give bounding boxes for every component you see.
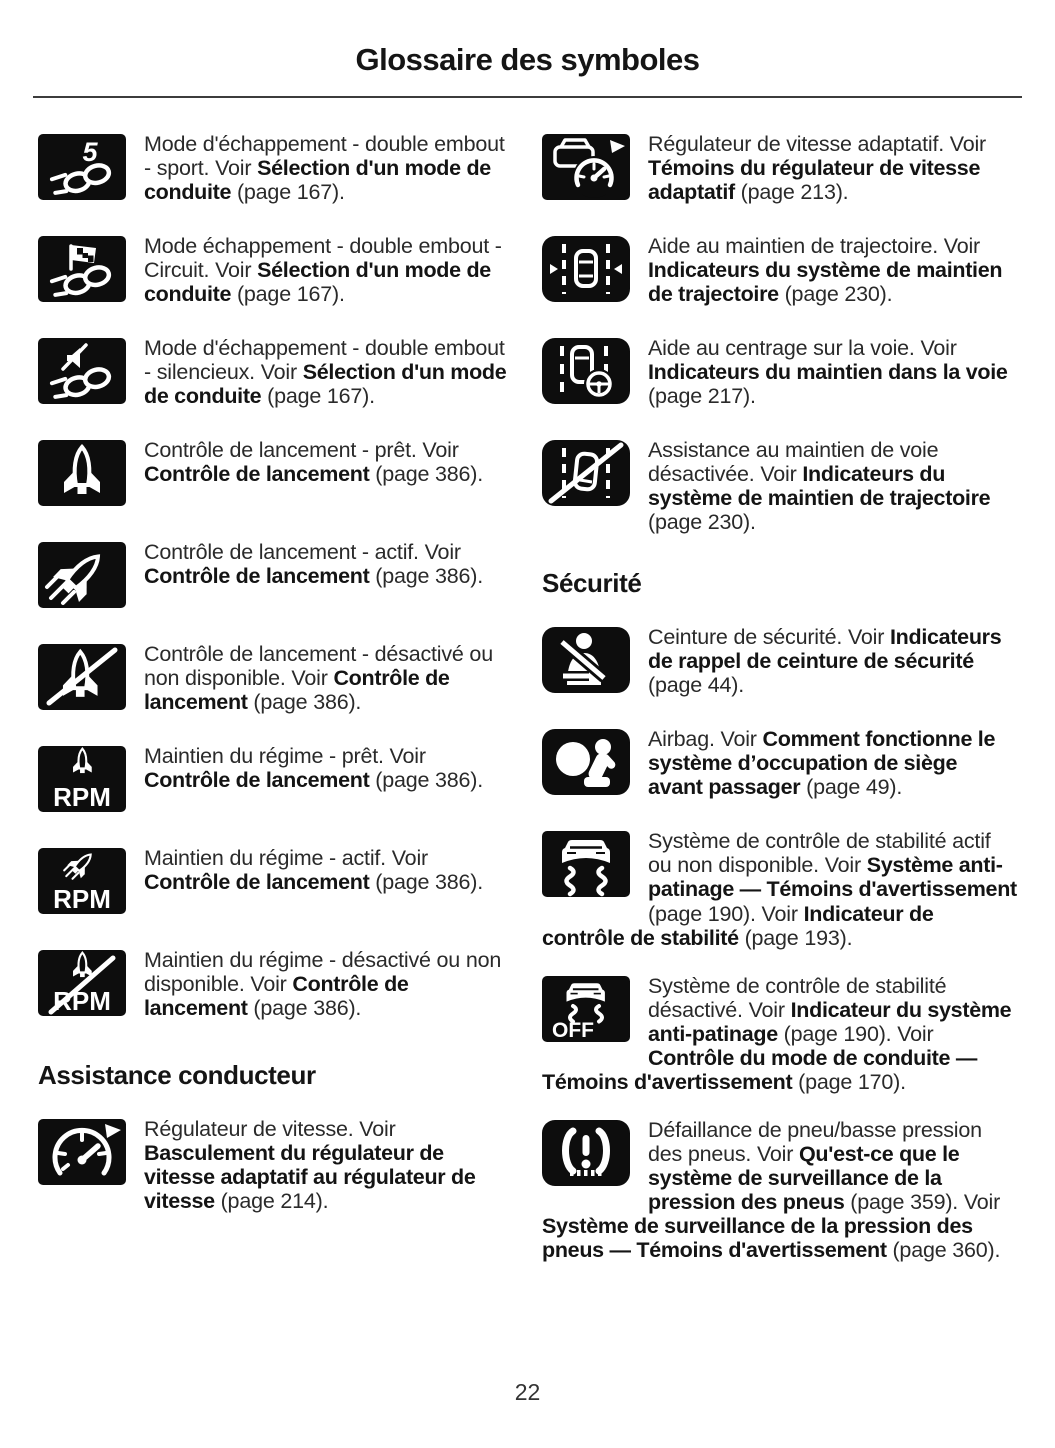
reference-title-text: Indicateurs du système de maintien de trajectoire — [648, 462, 991, 511]
reference-title-text: Contrôle de lancement — [144, 666, 450, 715]
reference-title-text: Indicateurs du maintien dans la voie — [648, 360, 1008, 385]
launch-control-active-icon — [38, 542, 126, 608]
adaptive-cruise-icon — [542, 134, 630, 200]
lane-keeping-off-icon — [542, 440, 630, 506]
right-column — [542, 132, 1017, 1287]
stability-control-icon — [542, 831, 630, 897]
description-text: (page 359). Voir — [844, 1190, 1001, 1215]
section-heading: Sécurité — [542, 568, 642, 599]
description-text: (page 386). — [369, 564, 484, 589]
description-text: (page 170). — [792, 1070, 906, 1095]
rpm-hold-off-icon — [38, 950, 126, 1016]
glossary-entry — [38, 948, 510, 1026]
description-text: (page 386). — [247, 996, 362, 1021]
rpm-hold-active-icon — [38, 848, 126, 914]
reference-title-text: Contrôle de lancement — [144, 768, 370, 793]
description-text: Maintien du régime - actif. Voir — [144, 846, 428, 870]
reference-title-text: Système de surveillance de la pression des pneus — Témoins d'avertissement — [542, 1214, 973, 1263]
description-text: (page 190). Voir — [777, 1021, 934, 1046]
description-text: Aide au maintien de trajectoire. Voir — [648, 234, 981, 258]
description-text: Régulateur de vitesse adaptatif. Voir — [648, 132, 987, 156]
svg-text:5: 5 — [82, 137, 98, 167]
reference-title-text: Indicateur de contrôle de stabilité — [542, 901, 934, 950]
glossary-entry — [38, 540, 510, 618]
description-text: Système de contrôle de stabilité désactivé. Voir — [648, 973, 947, 1022]
description-text: Mode d'échappement - double embout - sport. Voir — [144, 132, 505, 181]
reference-title-text: Sélection d'un mode de conduite — [144, 258, 491, 307]
description-text: (page 167). — [231, 282, 345, 307]
description-text: (page 217). — [648, 384, 756, 409]
lane-keeping-aid-icon — [542, 236, 630, 302]
description-text: (page 230). — [778, 282, 893, 307]
stability-control-off-icon — [542, 976, 630, 1042]
description-text: (page 386). — [369, 768, 484, 793]
glossary-entry — [542, 336, 1017, 414]
description-text: Airbag. Voir — [648, 727, 763, 752]
description-text: Assistance au maintien de voie désactivée. Voir — [648, 438, 939, 487]
glossary-entry — [38, 234, 510, 312]
reference-title-text: Contrôle de lancement — [144, 462, 370, 487]
description-text: Contrôle de lancement - désactivé ou non disponible. Voir — [144, 642, 493, 691]
glossary-entry — [542, 727, 1017, 805]
reference-title-text: Sélection d'un mode de conduite — [144, 156, 491, 205]
glossary-entry — [38, 132, 510, 210]
launch-control-ready-icon — [38, 440, 126, 506]
left-column — [38, 132, 510, 1287]
rpm-hold-ready-icon — [38, 746, 126, 812]
description-text: (page 230). — [648, 510, 756, 535]
description-text: (page 44). — [648, 673, 745, 698]
glossary-entry — [38, 336, 510, 414]
description-text: (page 167). — [261, 384, 375, 409]
description-text: Maintien du régime - désactivé ou non disponible. Voir — [144, 948, 502, 997]
description-text: Défaillance de pneu/basse pression des pneus. Voir — [648, 1118, 982, 1167]
description-text: (page 386). — [247, 690, 362, 715]
glossary-entry — [542, 1118, 1017, 1262]
glossary-entry — [38, 744, 510, 822]
glossary-entry — [542, 234, 1017, 312]
glossary-entry — [542, 132, 1017, 210]
exhaust-sport-icon — [38, 134, 126, 200]
description-text: Contrôle de lancement - prêt. Voir — [144, 438, 459, 462]
reference-title-text: Sélection d'un mode de conduite — [144, 360, 507, 409]
section-heading: Assistance conducteur — [38, 1060, 316, 1090]
description-text: Contrôle de lancement - actif. Voir — [144, 540, 461, 564]
reference-title-text: Qu'est-ce que le système de surveillance de la pression des pneus — [648, 1142, 960, 1215]
glossary-entry — [38, 438, 510, 516]
reference-title-text: Indicateurs de rappel de ceinture de sécurité — [648, 625, 1002, 674]
description-text: (page 386). — [369, 462, 484, 487]
reference-title-text: Basculement du régulateur de vitesse adaptatif au régulateur de vitesse — [144, 1141, 476, 1214]
glossary-entry — [38, 642, 510, 720]
reference-title-text: Contrôle de lancement — [144, 870, 370, 895]
airbag-icon — [542, 729, 630, 795]
description-text: Régulateur de vitesse. Voir — [144, 1117, 396, 1141]
svg-text:RPM: RPM — [53, 782, 111, 812]
description-text: Système de contrôle de stabilité actif ou non disponible. Voir — [648, 829, 991, 878]
description-text: (page 190). Voir — [648, 901, 804, 926]
description-text: (page 213). — [734, 180, 849, 205]
glossary-content — [0, 98, 1055, 1287]
exhaust-quiet-icon — [38, 338, 126, 404]
glossary-entry — [542, 438, 1017, 534]
cruise-control-icon — [38, 1119, 126, 1185]
reference-title-text: Contrôle de lancement — [144, 564, 370, 589]
page-number: 22 — [514, 1379, 541, 1405]
glossary-entry — [542, 829, 1017, 949]
description-text: Mode d'échappement - double embout - silencieux. Voir — [144, 336, 505, 385]
glossary-entry — [542, 974, 1017, 1094]
description-text: (page 49). — [800, 775, 903, 800]
reference-title-text: Système anti-patinage — Témoins d'avertissement — [648, 853, 1017, 902]
exhaust-circuit-icon — [38, 236, 126, 302]
description-text: (page 214). — [214, 1189, 329, 1214]
description-text: (page 386). — [369, 870, 484, 895]
reference-title-text: Indicateur du système anti-patinage — [648, 997, 1012, 1046]
glossary-entry — [38, 846, 510, 924]
tpms-warning-icon — [542, 1120, 630, 1186]
description-text: (page 360). — [886, 1238, 1001, 1263]
description-text: Maintien du régime - prêt. Voir — [144, 744, 426, 768]
svg-text:OFF: OFF — [552, 1018, 594, 1042]
svg-text:RPM: RPM — [53, 986, 111, 1016]
reference-title-text: Contrôle du mode de conduite — Témoins d'avertissement — [542, 1045, 978, 1095]
launch-control-off-icon — [38, 644, 126, 710]
reference-title-text: Indicateurs du système de maintien de trajectoire — [648, 258, 1003, 307]
glossary-entry — [542, 625, 1017, 703]
reference-title-text: Témoins du régulateur de vitesse adaptatif — [648, 156, 981, 205]
description-text: Ceinture de sécurité. Voir — [648, 625, 890, 650]
lane-centering-icon — [542, 338, 630, 404]
description-text: Aide au centrage sur la voie. Voir — [648, 336, 957, 360]
description-text: (page 167). — [231, 180, 345, 205]
glossary-entry — [38, 1117, 510, 1213]
seatbelt-icon — [542, 627, 630, 693]
page-title: Glossaire des symboles — [355, 42, 700, 77]
description-text: Mode échappement - double embout - Circuit. Voir — [144, 234, 502, 283]
description-text: (page 193). — [738, 925, 853, 950]
reference-title-text: Comment fonctionne le système d’occupation de siège avant passager — [648, 727, 996, 800]
reference-title-text: Contrôle de lancement — [144, 972, 409, 1021]
svg-text:RPM: RPM — [53, 884, 111, 914]
